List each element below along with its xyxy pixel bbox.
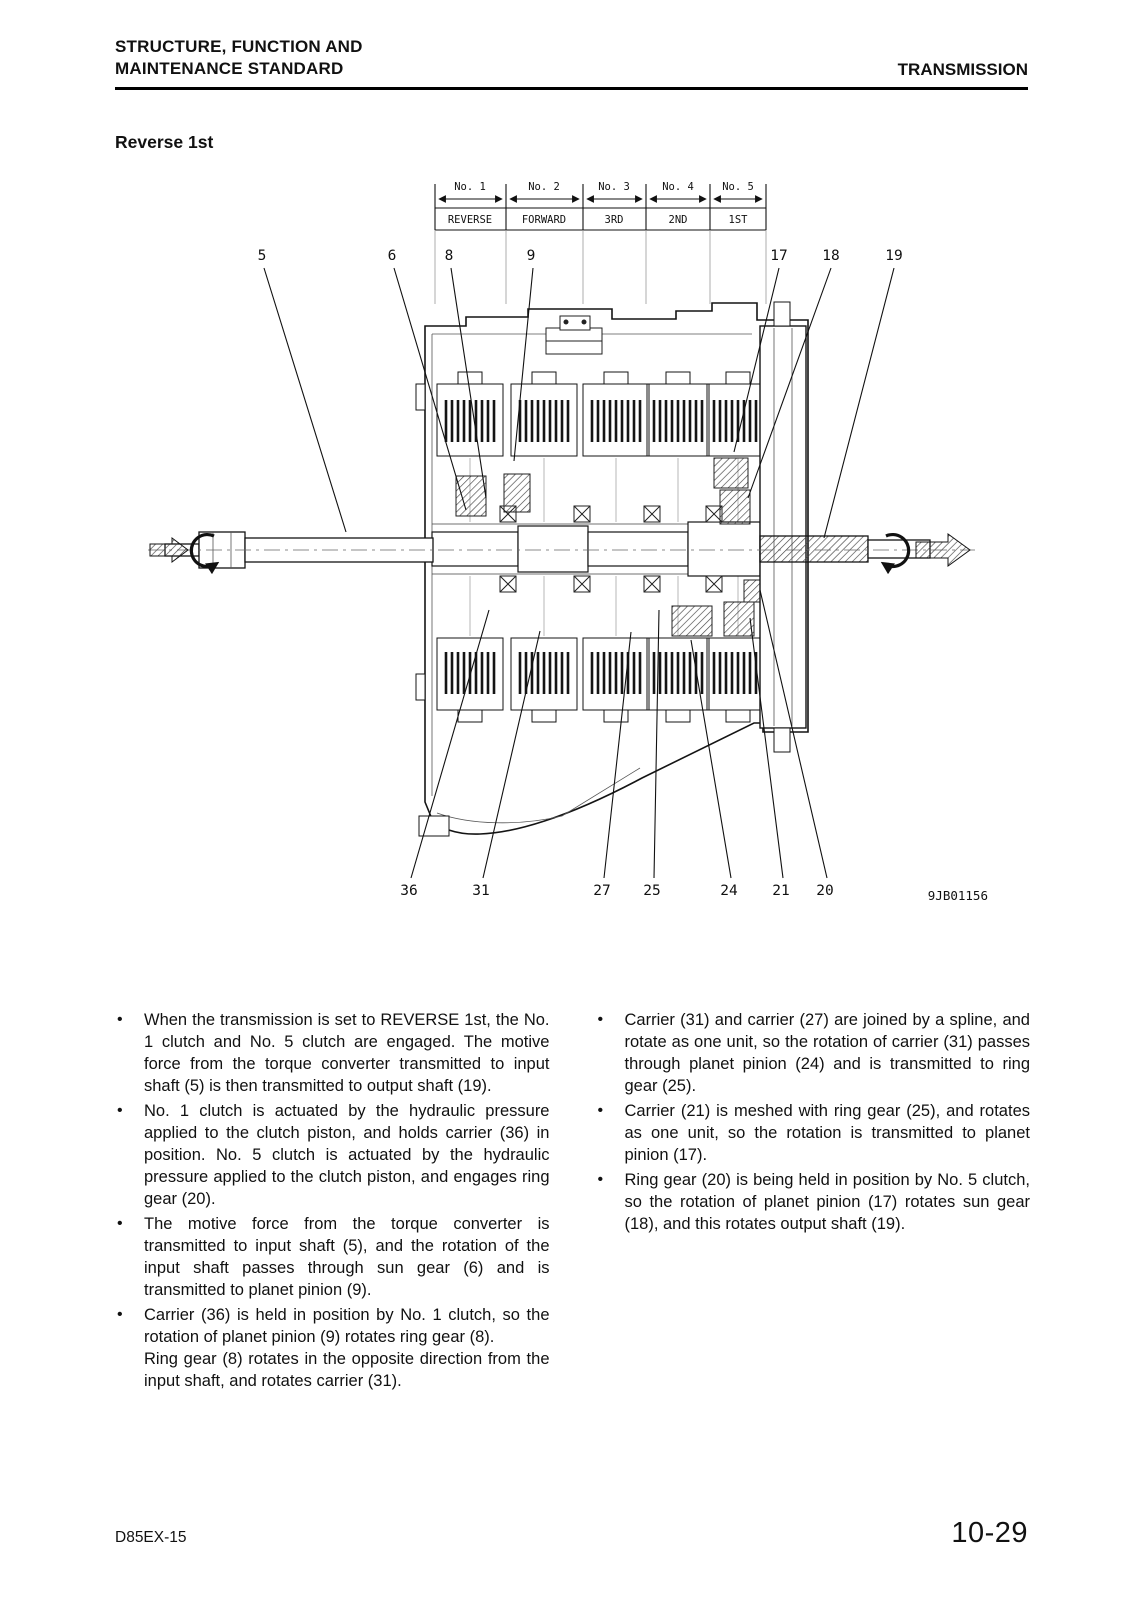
range-no-4: No. 4 bbox=[662, 181, 694, 193]
range-gear-4: 2ND bbox=[668, 214, 688, 226]
bullet-marker: • bbox=[117, 1215, 123, 1232]
bullet-marker: • bbox=[597, 1171, 604, 1188]
bullet-text bbox=[144, 1213, 550, 1301]
bullet-item bbox=[598, 1100, 1031, 1166]
transmission-diagram bbox=[0, 176, 1131, 921]
bullet-text bbox=[144, 1304, 550, 1392]
bullet-marker: • bbox=[597, 1102, 604, 1119]
bullet-paragraph: Ring gear (8) rotates in the opposite direction from the input shaft, and rotates carrier (31). bbox=[144, 1350, 550, 1390]
range-no-2: No. 2 bbox=[528, 181, 560, 193]
page-header bbox=[115, 36, 1028, 90]
header-left-line1: STRUCTURE, FUNCTION AND bbox=[115, 37, 363, 56]
bullet-text bbox=[144, 1009, 550, 1097]
callout-25: 25 bbox=[643, 883, 661, 899]
header-left bbox=[115, 36, 363, 80]
header-right-title: TRANSMISSION bbox=[897, 60, 1028, 79]
bullet-column-left bbox=[117, 1009, 550, 1395]
callout-36: 36 bbox=[400, 883, 418, 899]
callout-9: 9 bbox=[526, 248, 536, 264]
footer-page-number: 10-29 bbox=[951, 1517, 1028, 1549]
range-gear-3: 3RD bbox=[604, 214, 624, 226]
bullet-marker: • bbox=[117, 1011, 123, 1028]
bullet-item bbox=[117, 1009, 550, 1097]
callout-19: 19 bbox=[885, 248, 903, 264]
figure-transmission-cross-section bbox=[0, 176, 1131, 921]
callout-18: 18 bbox=[822, 248, 840, 264]
bullet-paragraph: When the transmission is set to REVERSE 1st, the No. 1 clutch and No. 5 clutch are engaged. The motive force from the torque converter transmitted to input shaft (5) is then transmitted to output shaft (19). bbox=[144, 1011, 550, 1095]
body-text bbox=[117, 1009, 1030, 1395]
range-gear-2: FORWARD bbox=[521, 214, 567, 226]
range-no-5: No. 5 bbox=[722, 181, 754, 193]
bullet-paragraph: Carrier (36) is held in position by No. 1 clutch, so the rotation of planet pinion (9) rotates ring gear (8). bbox=[144, 1306, 550, 1346]
bullet-paragraph: Ring gear (20) is being held in position by No. 5 clutch, so the rotation of planet pinion (17) rotates sun gear (18), and this rotates output shaft (19). bbox=[624, 1171, 1030, 1233]
bullet-text bbox=[625, 1169, 1031, 1235]
header-left-line2: MAINTENANCE STANDARD bbox=[115, 59, 344, 78]
range-no-3: No. 3 bbox=[598, 181, 630, 193]
bullet-marker: • bbox=[117, 1102, 123, 1119]
callout-20: 20 bbox=[816, 883, 834, 899]
bullet-paragraph: Carrier (31) and carrier (27) are joined by a spline, and rotate as one unit, so the rotation of carrier (31) passes through planet pinion (24) and is transmitted to ring gear (25). bbox=[624, 1011, 1030, 1095]
footer-model: D85EX-15 bbox=[115, 1529, 187, 1546]
callout-31: 31 bbox=[472, 883, 490, 899]
bullet-item bbox=[598, 1009, 1031, 1097]
bullet-item bbox=[598, 1169, 1031, 1235]
bullet-marker: • bbox=[597, 1011, 604, 1028]
bullet-paragraph: Carrier (21) is meshed with ring gear (25), and rotates as one unit, so the rotation is transmitted to planet pinion (17). bbox=[624, 1102, 1030, 1164]
bullet-text bbox=[144, 1100, 550, 1210]
callout-8: 8 bbox=[444, 248, 454, 264]
figure-code: 9JB01156 bbox=[927, 888, 988, 903]
bullet-item bbox=[117, 1100, 550, 1210]
section-title: Reverse 1st bbox=[115, 132, 214, 152]
callout-6: 6 bbox=[387, 248, 397, 264]
range-gear-5: 1ST bbox=[728, 214, 748, 226]
page-footer bbox=[115, 1517, 1028, 1600]
bullet-item bbox=[117, 1304, 550, 1392]
bullet-column-right bbox=[598, 1009, 1031, 1395]
bullet-text bbox=[625, 1009, 1031, 1097]
range-gear-1: REVERSE bbox=[447, 214, 493, 226]
bullet-paragraph: No. 1 clutch is actuated by the hydraulic pressure applied to the clutch piston, and holds carrier (36) in position. No. 5 clutch is actuated by the hydraulic pressure applied to the clutch piston, and engages ring gear (20). bbox=[144, 1102, 550, 1208]
output-end-cap bbox=[760, 302, 806, 752]
callout-27: 27 bbox=[593, 883, 611, 899]
callout-5: 5 bbox=[257, 248, 267, 264]
callout-24: 24 bbox=[720, 883, 738, 899]
callout-21: 21 bbox=[772, 883, 790, 899]
clutch-range-table bbox=[435, 181, 766, 304]
bullet-item bbox=[117, 1213, 550, 1301]
bullet-text bbox=[625, 1100, 1031, 1166]
callout-17: 17 bbox=[770, 248, 788, 264]
range-no-1: No. 1 bbox=[454, 181, 486, 193]
bullet-marker: • bbox=[117, 1306, 123, 1323]
bullet-paragraph: The motive force from the torque converter is transmitted to input shaft (5), and the rotation of the input shaft passes through sun gear (6) and is transmitted to planet pinion (9). bbox=[144, 1215, 550, 1299]
